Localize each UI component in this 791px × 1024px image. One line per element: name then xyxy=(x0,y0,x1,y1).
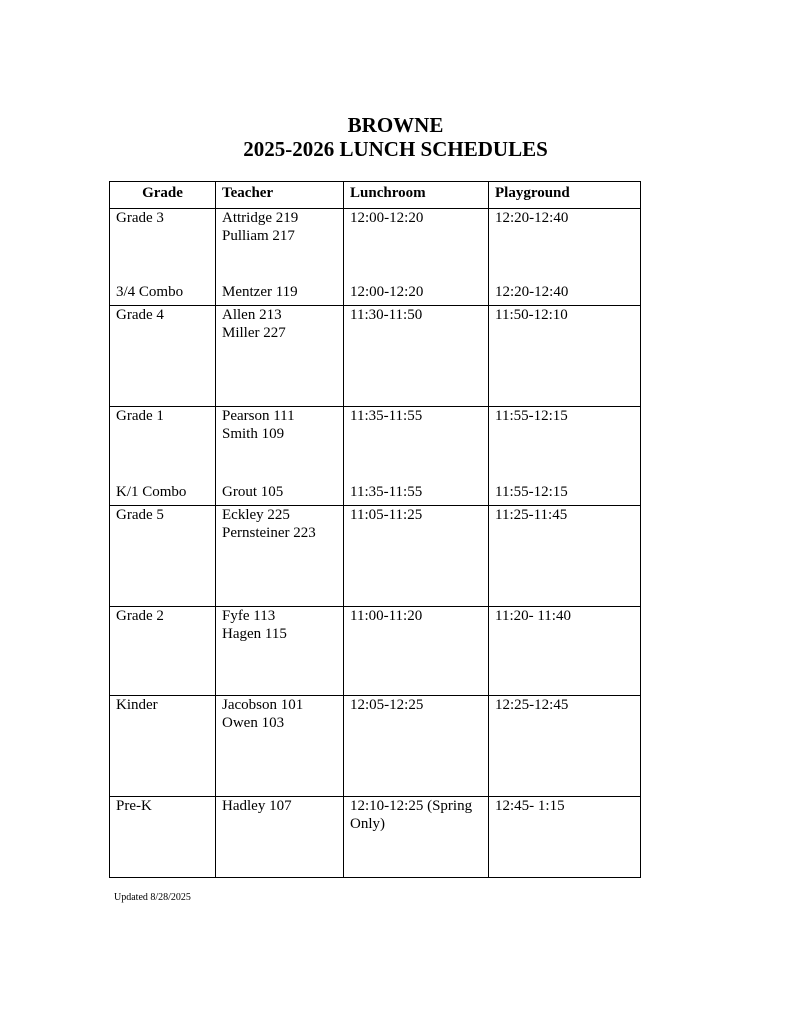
grade-label: Pre-K xyxy=(116,798,152,814)
teacher-cell xyxy=(216,407,344,506)
lunchroom-time: 11:05-11:25 xyxy=(350,507,423,523)
teacher-name: Smith 109 xyxy=(222,426,285,442)
lunchroom-cell xyxy=(344,407,489,506)
combo-lunchroom-time: 12:00-12:20 xyxy=(350,284,424,300)
table-row xyxy=(110,209,641,306)
teacher-cell xyxy=(216,209,344,306)
lunchroom-time: 12:00-12:20 xyxy=(350,210,424,226)
table-header-row xyxy=(110,182,641,209)
teacher-name: Hagen 115 xyxy=(222,626,287,642)
grade-label: Grade 4 xyxy=(116,307,164,323)
teacher-cell xyxy=(216,607,344,696)
table-row xyxy=(110,306,641,407)
teacher-name: Attridge 219 xyxy=(222,210,299,226)
lunchroom-time: 12:05-12:25 xyxy=(350,697,424,713)
combo-lunchroom-time: 11:35-11:55 xyxy=(350,484,423,500)
lunchroom-time: 11:30-11:50 xyxy=(350,307,423,323)
lunchroom-cell xyxy=(344,797,489,878)
grade-cell xyxy=(110,607,216,696)
header-lunchroom: Lunchroom xyxy=(344,182,489,209)
teacher-cell xyxy=(216,797,344,878)
playground-time: 12:20-12:40 xyxy=(495,210,569,226)
header-teacher: Teacher xyxy=(216,182,344,209)
lunchroom-cell xyxy=(344,607,489,696)
playground-time: 12:45- 1:15 xyxy=(495,798,565,814)
playground-time: 11:55-12:15 xyxy=(495,408,568,424)
playground-time: 11:25-11:45 xyxy=(495,507,568,523)
grade-label: Grade 1 xyxy=(116,408,164,424)
playground-time: 12:25-12:45 xyxy=(495,697,569,713)
playground-cell xyxy=(489,797,641,878)
lunch-schedule-table xyxy=(109,181,641,878)
document-title: BROWNE xyxy=(347,113,444,137)
playground-cell xyxy=(489,306,641,407)
grade-cell xyxy=(110,696,216,797)
teacher-name: Owen 103 xyxy=(222,715,285,731)
lunchroom-time: 11:00-11:20 xyxy=(350,608,423,624)
teacher-name: Allen 213 xyxy=(222,307,282,323)
playground-cell xyxy=(489,607,641,696)
combo-teacher-name: Mentzer 119 xyxy=(222,284,298,300)
playground-cell xyxy=(489,407,641,506)
table-row xyxy=(110,607,641,696)
playground-time: 11:20- 11:40 xyxy=(495,608,571,624)
lunchroom-cell xyxy=(344,209,489,306)
table-row xyxy=(110,696,641,797)
playground-cell xyxy=(489,506,641,607)
table-row xyxy=(110,797,641,878)
lunchroom-cell xyxy=(344,506,489,607)
lunchroom-time: 11:35-11:55 xyxy=(350,408,423,424)
grade-cell xyxy=(110,797,216,878)
teacher-cell xyxy=(216,306,344,407)
teacher-name: Miller 227 xyxy=(222,325,286,341)
grade-label: Kinder xyxy=(116,697,158,713)
grade-cell xyxy=(110,506,216,607)
combo-teacher-name: Grout 105 xyxy=(222,484,284,500)
header-grade: Grade xyxy=(110,182,216,209)
teacher-name: Pernsteiner 223 xyxy=(222,525,316,541)
playground-cell xyxy=(489,696,641,797)
grade-label: Grade 5 xyxy=(116,507,164,523)
teacher-name: Pulliam 217 xyxy=(222,228,295,244)
teacher-name: Fyfe 113 xyxy=(222,608,276,624)
combo-grade-label: 3/4 Combo xyxy=(116,284,184,300)
playground-cell xyxy=(489,209,641,306)
combo-grade-label: K/1 Combo xyxy=(116,484,187,500)
teacher-name: Hadley 107 xyxy=(222,798,292,814)
grade-label: Grade 3 xyxy=(116,210,164,226)
grade-label: Grade 2 xyxy=(116,608,164,624)
updated-note: Updated 8/28/2025 xyxy=(114,892,191,903)
lunchroom-time: 12:10-12:25 (Spring Only) xyxy=(350,798,473,832)
grade-cell xyxy=(110,407,216,506)
teacher-name: Jacobson 101 xyxy=(222,697,304,713)
combo-playground-time: 12:20-12:40 xyxy=(495,284,569,300)
table-row xyxy=(110,407,641,506)
lunchroom-cell xyxy=(344,696,489,797)
teacher-cell xyxy=(216,696,344,797)
grade-cell xyxy=(110,306,216,407)
table-row xyxy=(110,506,641,607)
header-playground: Playground xyxy=(489,182,641,209)
lunchroom-cell xyxy=(344,306,489,407)
teacher-cell xyxy=(216,506,344,607)
teacher-name: Eckley 225 xyxy=(222,507,290,523)
document-subtitle: 2025-2026 LUNCH SCHEDULES xyxy=(243,137,548,161)
combo-playground-time: 11:55-12:15 xyxy=(495,484,568,500)
teacher-name: Pearson 111 xyxy=(222,408,295,424)
playground-time: 11:50-12:10 xyxy=(495,307,568,323)
grade-cell xyxy=(110,209,216,306)
